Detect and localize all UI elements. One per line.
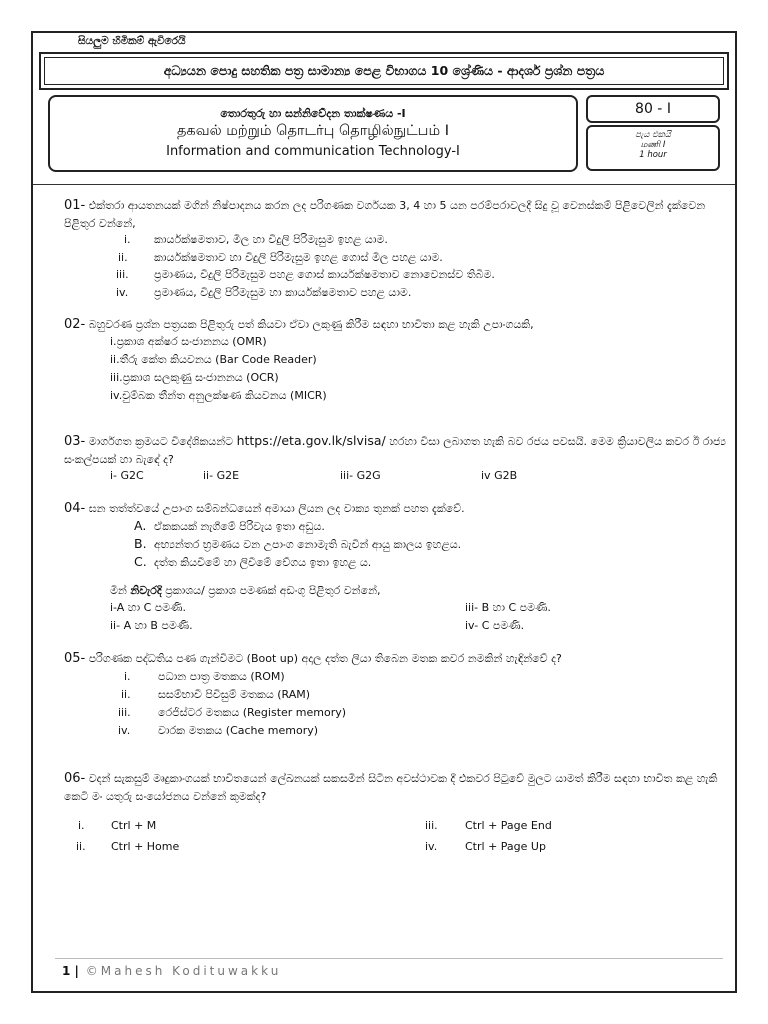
question-6 [64, 770, 726, 806]
footer-rule [55, 958, 723, 959]
exam-title: අධ්‍යයන පොදු සහතික පත්‍ර සාමාන්‍ය පෙළ විභාගය 10 ශ්‍රේණිය - ආදර්ශ ප්‍රශ්න පත්‍රය [44, 57, 724, 85]
exam-banner [39, 52, 729, 90]
question-text: එක්තරා ආයතනයක් මගින් නිෂ්පාදනය කරන ලද පරිගණක වර්ගයක 3, 4 හා 5 යන පරම්පරාවලදී සිදු වූ වෙනස්කම් පිළිවෙලින් දැක්වෙන පිළිතුර වන්නේ, [64, 199, 706, 230]
question-3 [64, 432, 726, 469]
q4-statement-a: A. ඒකකයක් නැගීමේ පිරිවැය ඉතා අඩුය. [134, 518, 325, 533]
q6-option-4: iv. Ctrl + Page Up [425, 840, 546, 853]
q3-option-3: iii- G2G [340, 469, 381, 482]
time-sinhala: පැය එකයි [635, 130, 671, 140]
q4-statement-c: C. දත්ත කියවීමේ හා ලිවීමේ වේගය ඉතා ඉහළ ය. [134, 554, 372, 569]
question-text: ඝන තත්ත්වයේ උපාංග සම්බන්ධයෙන් අමායා ලියන ලද වාක්‍ය තුනක් පහත දැක්වේ. [88, 502, 465, 515]
q2-option-1: i.ප්‍රකාශ අක්ෂර සංජානනය (OMR) [110, 335, 267, 348]
q4-statement-b: B. අභ්‍යන්තර භ්‍රමණය වන උපාංග නොමැති බැවින් ආයු කාලය ඉහළය. [134, 536, 462, 551]
time-english: 1 hour [639, 150, 667, 160]
question-1 [64, 197, 724, 233]
question-number: 01- [64, 198, 86, 213]
header-separator [33, 184, 735, 185]
q5-option-3: iii. රෙජිස්ටර මතකය (Register memory) [118, 706, 347, 719]
q3-option-4: iv G2B [481, 469, 518, 482]
question-2 [64, 316, 724, 334]
q4-option-4: iv- C පමණි. [465, 619, 525, 632]
q3-option-1: i- G2C [110, 469, 144, 482]
question-number: 03- [64, 434, 86, 449]
question-number: 05- [64, 651, 86, 666]
q6-option-3: iii. Ctrl + Page End [425, 819, 552, 832]
q1-option-2: ii. කාර්යක්ෂමතාව හා විදුලි පිරිමැසුම ඉහළ ගොස් මිල පහළ යාම. [118, 251, 443, 264]
q5-option-4: iv. වාරක මතකය (Cache memory) [118, 724, 319, 737]
question-number: 06- [64, 771, 86, 786]
question-number: 04- [64, 501, 86, 516]
question-text: මාර්ගගත ක්‍රමයට විදේශිකයන්ට [88, 435, 234, 448]
subject-title-sinhala: තොරතුරු හා සන්නිවේදන තාක්ෂණය -I [220, 107, 406, 120]
time-tamil: மணி I [640, 140, 666, 150]
q6-option-2: ii. Ctrl + Home [76, 840, 180, 853]
q4-prompt: මින් නිවැරදි ප්‍රකාශය/ ප්‍රකාශ පමණක් අඩංගු පිළිතුර වන්නේ, [110, 584, 381, 597]
time-allowed-box [586, 125, 720, 171]
q4-option-3: iii- B හා C පමණි. [465, 601, 551, 614]
question-text: පරිගණක පද්ධතිය පණ ගැන්වීමට (Boot up) අදාල දත්ත ලියා තිබෙන මතක කවර නමකින් හැඳින්වේ ද? [88, 652, 562, 665]
subject-title-english: Information and communication Technology-I [166, 144, 460, 159]
question-number: 02- [64, 317, 86, 332]
q4-option-1: i-A හා C පමණි. [110, 601, 186, 614]
author-credit: ©Mahesh Kodituwakku [85, 964, 282, 978]
paper-code: 80 - I [586, 95, 720, 123]
q5-option-2: ii. සසම්භාවී පිවිසුම් මතකය (RAM) [121, 688, 311, 701]
q3-option-2: ii- G2E [203, 469, 240, 482]
page-number: 1 | [62, 964, 79, 978]
q5-option-1: i. පධාන පාත්‍ර මතකය (ROM) [124, 670, 285, 683]
page-footer [62, 964, 281, 978]
question-text: බහුවරණ ප්‍රශ්න පත්‍රයක පිළිතුරු පත් කියවා ඒවා ලකුණු කිරීම සඳහා භාවිතා කළ හැකි උපාංගයකි, [88, 318, 534, 331]
subject-title-tamil: தகவல் மற்றும் தொடர்பு தொழில்நுட்பம் I [176, 123, 450, 139]
q4-option-2: ii- A හා B පමණි. [110, 619, 193, 632]
q6-option-1: i. Ctrl + M [78, 819, 157, 832]
question-text: වදන් සැකසුම් මෘදුකාංගයක් භාවිතයෙන් ලේඛනයක් සකසමින් සිටින අවස්ථාවක දී එකවර පිටුවේ මුලට යාමත් කිරීම සඳහා භාවිත කළ හැකි කෙටි මං යතුරු සංයෝජනය වන්නේ කුමක්ද? [64, 772, 718, 803]
q1-option-3: iii. ප්‍රමාණය, විදුලි පිරිමැසුම පහළ ගොස් කාර්යක්ෂමතාව නොවෙනස්ව තිබීම. [116, 268, 495, 281]
question-text-cont: හරහා වීසා ලබාගත හැකි බව රජය පවසයි. මෙම ක්‍රියාවලිය කවර ඊ රාජ්‍ය සංකල්පයක් හා බැඳේ ද? [64, 435, 726, 466]
question-5 [64, 650, 726, 668]
subject-title-box [48, 95, 578, 172]
copyright-notice: සියලුම හිමිකම් ඇවිරෙයි [78, 35, 186, 47]
q1-option-1: i. කාර්යක්ෂමතාව, මිල හා විදුලි පිරිමැසුම ඉහළ යාම. [124, 233, 388, 246]
q2-option-2: ii.තීරු කේත කියවනය (Bar Code Reader) [110, 353, 317, 366]
question-url: https://eta.gov.lk/slvisa/ [236, 433, 386, 448]
question-4 [64, 500, 726, 518]
q2-option-3: iii.ප්‍රකාශ සලකුණු සංජානනය (OCR) [110, 371, 279, 384]
q1-option-4: iv. ප්‍රමාණය, විදුලි පිරිමැසුම හා කාර්යක්ෂමතාව පහළ යාම. [116, 286, 412, 299]
q2-option-4: iv.චුම්බක තීන්ත අනුලක්ෂණ කියවනය (MICR) [110, 389, 327, 402]
